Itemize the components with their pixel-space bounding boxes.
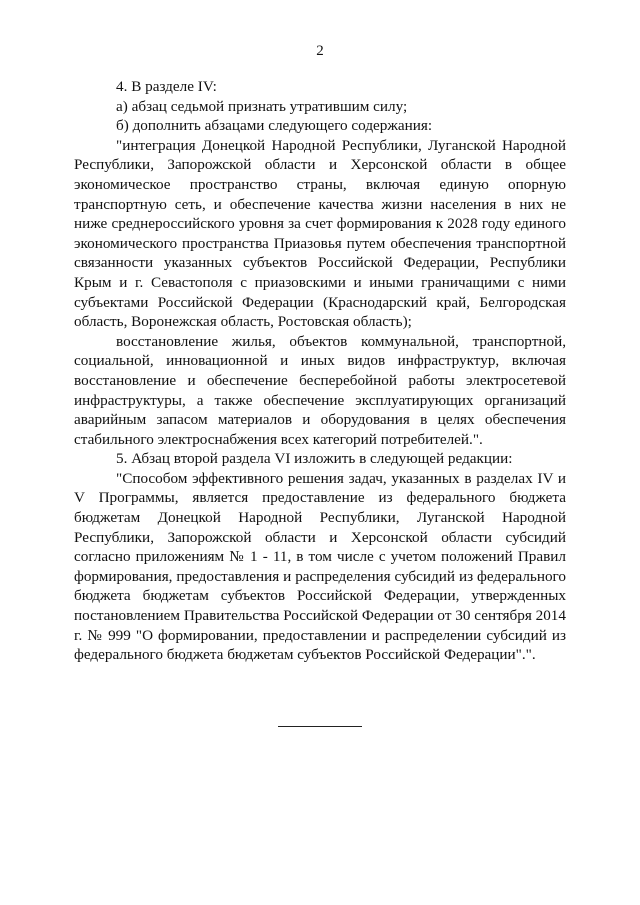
page-number: 2 bbox=[316, 43, 324, 59]
end-separator-line bbox=[278, 726, 362, 727]
paragraph-integration: "интеграция Донецкой Народной Республики, Луганской Народной Республики, Запорожской области и Херсонской области в общее экономическое пространство страны, включая единую опорную транспортную сеть, и обеспечение качества жизни населения в них не ниже среднероссийского уровня за счет формирования к 2028 году единого экономического пространства Приазовья путем обеспечения транспортной связанности указанных субъектов Российской Федерации, Республики Крым и г. Севастополя с приазовскими и иными граничащими с ними субъектами Российской Федерации (Краснодарский край, Белгородская область, Воронежская область, Ростовская область); bbox=[74, 136, 566, 331]
paragraph-section-4-heading: 4. В разделе IV: bbox=[116, 78, 217, 95]
paragraph-restoration: восстановление жилья, объектов коммунальной, транспортной, социальной, инновационной и иных видов инфраструктур, включая восстановление и обеспечение бесперебойной работы электросетевой инфраструктуры, а также обеспечение эксплуатирующих организаций аварийным запасом материалов и оборудования в целях обеспечения стабильного электроснабжения всех категорий потребителей.". bbox=[74, 332, 566, 448]
document-body bbox=[74, 77, 566, 665]
paragraph-item-a: а) абзац седьмой признать утратившим силу; bbox=[116, 97, 408, 115]
paragraph-section-5-heading: 5. Абзац второй раздела VI изложить в следующей редакции: bbox=[116, 450, 513, 468]
paragraph-item-b: б) дополнить абзацами следующего содержания: bbox=[116, 117, 433, 135]
paragraph-subsidies: "Способом эффективного решения задач, указанных в разделах IV и V Программы, является предоставление из федерального бюджета бюджетам Донецкой Народной Республики, Луганской Народной Республики, Запорожской области и Херсонской области субсидий согласно приложениям № 1 - 11, в том числе с учетом положений Правил формирования, предоставления и распределения субсидий из федерального бюджета бюджетам субъектов Российской Федерации, утвержденных постановлением Правительства Российской Федерации от 30 сентября 2014 г. № 999 "О формировании, предоставлении и распределении субсидий из федерального бюджета бюджетам субъектов Российской Федерации".". bbox=[74, 469, 566, 664]
